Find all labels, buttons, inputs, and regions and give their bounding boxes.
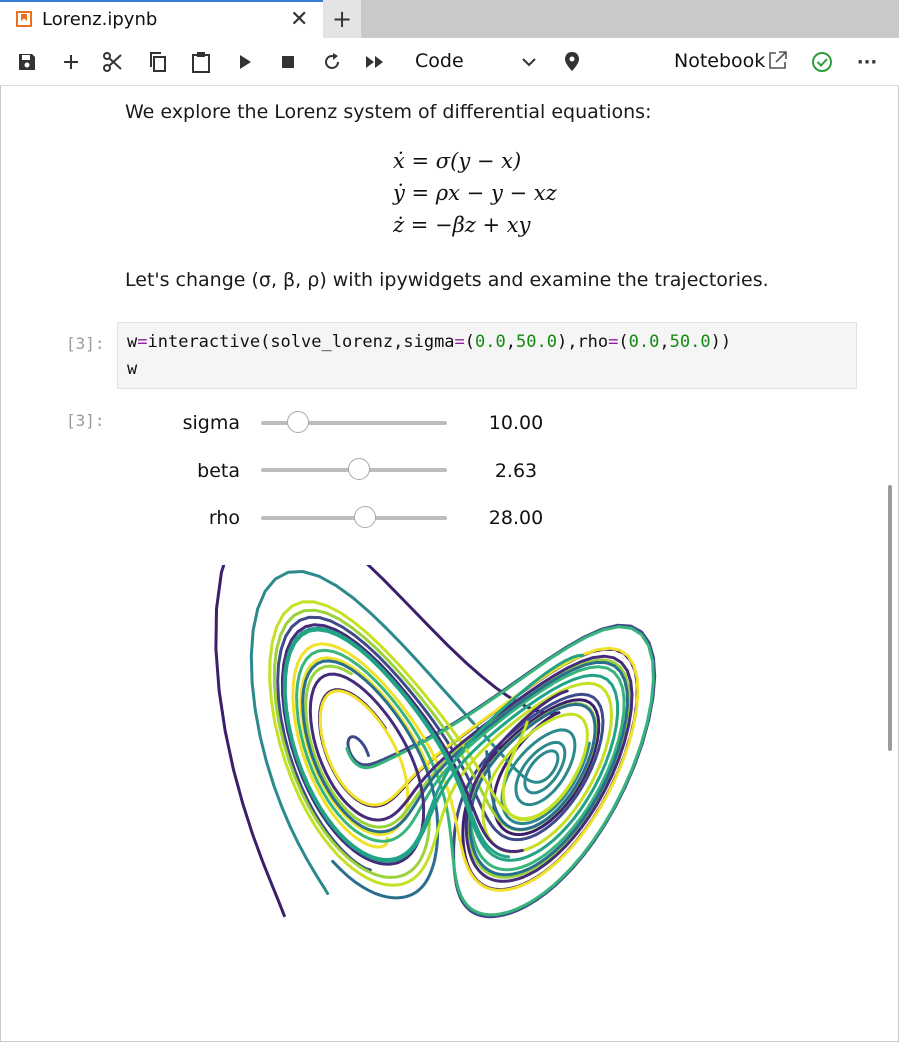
close-icon[interactable]: ✕ [290,7,309,32]
rho-label: rho [208,507,240,529]
sigma-label: sigma [182,412,240,434]
copy-icon[interactable] [146,50,170,74]
external-link-icon[interactable] [766,48,790,72]
code-line-2: w [127,359,138,379]
tab-lorenz[interactable] [0,0,323,38]
markdown-intro: We explore the Lorenz system of differential equations: [125,101,652,123]
rho-value[interactable]: 28.00 [488,507,544,529]
beta-slider[interactable] [261,468,447,472]
notebook-file-icon [16,11,32,27]
cut-icon[interactable] [101,50,125,74]
add-cell-icon[interactable] [59,50,83,74]
beta-label: beta [197,460,240,482]
more-menu-button[interactable]: ··· [856,51,878,73]
vertical-scrollbar[interactable] [888,485,892,751]
code-cell[interactable] [117,322,857,389]
save-icon[interactable] [15,50,39,74]
cell-type-select[interactable]: Code [415,50,464,72]
kernel-status-icon [810,50,834,74]
output-prompt: [3]: [66,411,105,430]
run-all-icon[interactable] [363,50,387,74]
sigma-slider[interactable] [261,421,447,425]
run-icon[interactable] [233,50,257,74]
equation-x: ẋ = σ(y − x) [393,149,522,173]
code-line-1: w=interactive(solve_lorenz,sigma=(0.0,50.0),rho=(0.0,50.0)) [127,332,732,352]
beta-value[interactable]: 2.63 [494,460,538,482]
chevron-down-icon[interactable] [518,51,540,73]
equation-z: ż = −βz + xy [393,213,531,237]
location-pin-icon[interactable] [560,50,584,74]
paste-icon[interactable] [189,50,213,74]
stop-icon[interactable] [276,50,300,74]
rho-slider[interactable] [261,516,447,520]
tab-title: Lorenz.ipynb [42,9,158,30]
markdown-outro: Let's change (σ, β, ρ) with ipywidgets and examine the trajectories. [125,269,769,291]
input-prompt: [3]: [66,334,105,353]
sigma-value[interactable]: 10.00 [488,412,544,434]
new-tab-button[interactable]: + [323,0,361,38]
beta-slider-handle[interactable] [348,458,370,480]
equation-y: ẏ = ρx − y − xz [393,181,557,205]
open-notebook-link[interactable]: Notebook [674,50,766,72]
lorenz-attractor-plot [200,565,720,1025]
rho-slider-handle[interactable] [354,506,376,528]
tab-bar [0,0,899,38]
restart-icon[interactable] [320,50,344,74]
notebook-toolbar [0,38,899,86]
